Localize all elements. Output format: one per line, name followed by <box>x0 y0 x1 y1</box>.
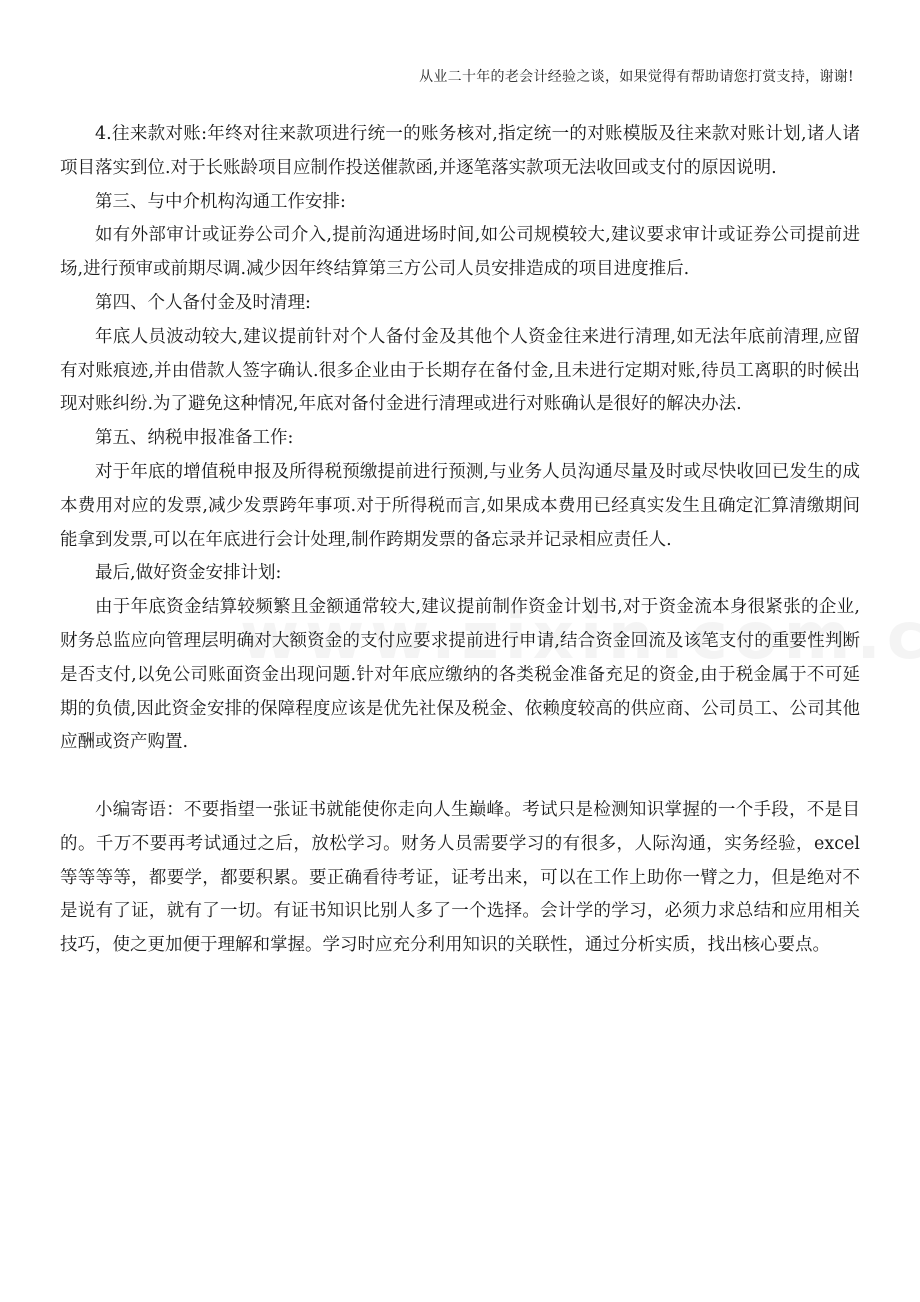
header-note: 从业二十年的老会计经验之谈，如果觉得有帮助请您打赏支持，谢谢! <box>419 69 854 85</box>
section-paragraph-reconciliation: 4.往来款对账:年终对往来款项进行统一的账务核对,指定统一的对账模版及往来款对账计划,诸人诸项目落实到位.对于长账龄项目应制作投送催款函,并逐笔落实款项无法收回或支付的原因说明. <box>60 124 860 178</box>
section-heading-intermediary: 第三、与中介机构沟通工作安排: <box>95 191 346 212</box>
section-heading-tax: 第五、纳税申报准备工作: <box>95 428 294 449</box>
section-heading-petty-cash: 第四、个人备付金及时清理: <box>95 292 311 313</box>
editor-note: 小编寄语：不要指望一张证书就能使你走向人生巅峰。考试只是检测知识掌握的一个手段，不是目的。千万不要再考试通过之后，放松学习。财务人员需要学习的有很多，人际沟通，实务经验，excel 等等等等，都要学，都要积累。要正确看待考证，证考出来，可以在工作上助你一臂之力，但是绝对不是说有了证，就有了一切。有证书知识比别人多了一个选择。会计学的学习，必须力求总结和应用相关技巧，使之更加便于理解和掌握。学习时应充分利用知识的关联性，通过分析实质，找出核心要点。 <box>60 799 860 956</box>
section-spacer <box>60 760 860 794</box>
section-paragraph-intermediary: 如有外部审计或证券公司介入,提前沟通进场时间,如公司规模较大,建议要求审计或证券公司提前进场,进行预审或前期尽调.减少因年终结算第三方公司人员安排造成的项目进度推后. <box>60 225 860 280</box>
section-paragraph-funds: 由于年底资金结算较频繁且金额通常较大,建议提前制作资金计划书,对于资金流本身很紧张的企业,财务总监应向管理层明确对大额资金的支付应要求提前进行申请,结合资金回流及该笔支付的重要性判断是否支付,以免公司账面资金出现问题.针对年底应缴纳的各类税金准备充足的资金,由于税金属于不可延期的负债,因此资金安排的保障程度应该是优先社保及税金、依赖度较高的供应商、公司员工、公司其他应酬或资产购置. <box>60 597 860 753</box>
section-paragraph-petty-cash: 年底人员波动较大,建议提前针对个人备付金及其他个人资金往来进行清理,如无法年底前清理,应留有对账痕迹,并由借款人签字确认.很多企业由于长期存在备付金,且未进行定期对账,待员工离职的时候出现对账纠纷.为了避免这种情况,年底对备付金进行清理或进行对账确认是很好的解决办法. <box>60 326 860 415</box>
section-paragraph-tax: 对于年底的增值税申报及所得税预缴提前进行预测,与业务人员沟通尽量及时或尽快收回已发生的成本费用对应的发票,减少发票跨年事项.对于所得税而言,如果成本费用已经真实发生且确定汇算清缴期间能拿到发票,可以在年底进行会计处理,制作跨期发票的备忘录并记录相应责任人. <box>60 461 860 550</box>
document-body <box>60 118 860 963</box>
section-heading-funds: 最后,做好资金安排计划: <box>95 563 282 584</box>
